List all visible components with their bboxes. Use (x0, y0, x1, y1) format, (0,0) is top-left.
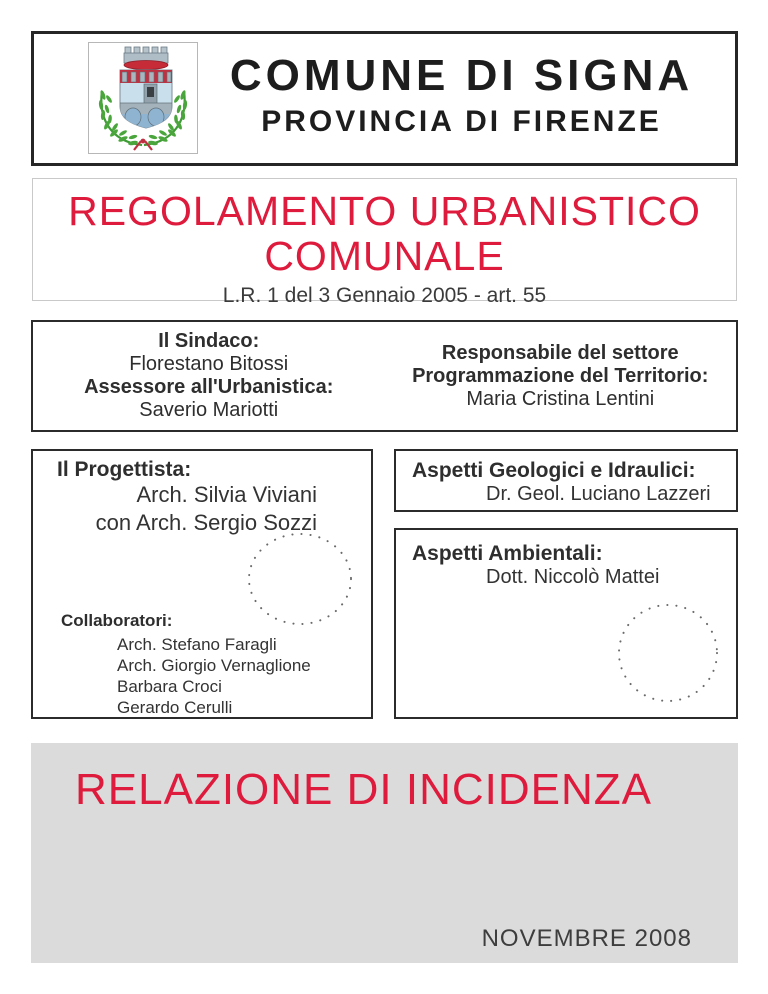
report-title-panel (31, 743, 738, 963)
designer-role-label: Il Progettista: (57, 458, 192, 481)
designer-names (96, 481, 317, 537)
designer-name-2: con Arch. Sergio Sozzi (95, 510, 317, 535)
officials-box (31, 320, 738, 432)
sector-head-name: Maria Cristina Lentini (466, 387, 655, 410)
collaborators-list (117, 634, 311, 718)
environment-box (394, 528, 738, 719)
geology-box (394, 449, 738, 512)
collaborator-item: Arch. Giorgio Vernaglione (117, 656, 311, 675)
report-date: NOVEMBRE 2008 (481, 925, 692, 952)
stamp-placeholder-circle (617, 603, 719, 703)
collaborator-item: Gerardo Cerulli (117, 698, 233, 717)
geology-label: Aspetti Geologici e Idraulici: (412, 459, 696, 482)
collaborator-item: Barbara Croci (117, 677, 222, 696)
sector-head-role-line1: Responsabile del settore (441, 341, 679, 364)
page-subtitle: PROVINCIA DI FIRENZE (261, 105, 662, 138)
officials-right-column (385, 322, 737, 430)
signa-coat-of-arms-icon (88, 42, 198, 154)
collaborators-label: Collaboratori: (61, 611, 173, 630)
header-titles (194, 52, 729, 140)
assessor-role-label: Assessore all'Urbanistica: (84, 376, 334, 398)
document-title-line1: REGOLAMENTO URBANISTICO (68, 188, 701, 234)
designer-name-1: Arch. Silvia Viviani (136, 482, 317, 507)
report-title: RELAZIONE DI INCIDENZA (75, 765, 652, 814)
assessor-name: Saverio Mariotti (139, 399, 279, 421)
page-title: COMUNE DI SIGNA (229, 51, 694, 100)
document-title-line2: COMUNALE (264, 233, 505, 279)
collaborator-item: Arch. Stefano Faragli (117, 635, 277, 654)
designer-box (31, 449, 373, 719)
crown (124, 47, 168, 70)
geology-name: Dr. Geol. Luciano Lazzeri (486, 483, 711, 505)
stamp-placeholder-circle (247, 532, 353, 626)
officials-left-column (33, 322, 385, 430)
environment-label: Aspetti Ambientali: (412, 542, 603, 565)
environment-name: Dott. Niccolò Mattei (486, 566, 660, 588)
sector-head-role-line2: Programmazione del Territorio: (412, 364, 709, 387)
document-title (33, 189, 736, 279)
header-box (31, 31, 738, 166)
law-reference: L.R. 1 del 3 Gennaio 2005 - art. 55 (222, 284, 547, 307)
mayor-role-label: Il Sindaco: (158, 330, 260, 352)
document-title-box (32, 178, 737, 307)
mayor-name: Florestano Bitossi (129, 353, 289, 375)
